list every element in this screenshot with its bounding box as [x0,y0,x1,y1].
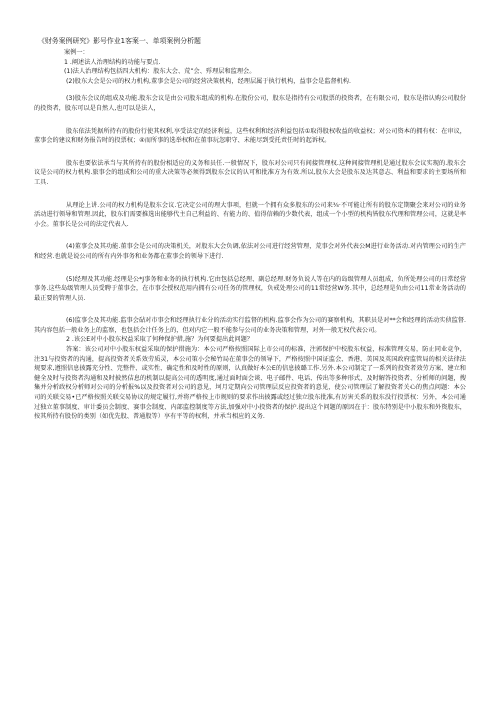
question-2: 2 .该公E对中小股东权益采取了何种保护措,施？为何要提出此问题？ [66,336,253,344]
paragraph-2: (2)股东大会是公司的权力机构,董事会是公司的经营决策机构，经理层属于执行机构，益事会是监督机构. [66,77,351,85]
paragraph-8: (5)经理及其功能.经理是公*J事务和业务的执行机构.它由包括总经理、副总经理.财务负说人等在内的岛级管理人员组成，负所处理公司的日常经营事务.这些岛级管理人员受聘于董事会，在市事会授权范用内拥有公司任务的管理权，负戒处理公司的11常经营W务.其中，总经理是负由公司11常业务活动的最正要的管理人员. [34,275,466,302]
paragraph-6: 从理论上讲.公司的权力机构是股东会议.它决定公司的理大事项，但就一个拥有众多股东的公司来¾·不可能让所有的股东定期聚会来对公司的业务活动进行领导和管理.因此，股东们需要推选出能够代主自己利益的、有能力的、值得信赖的少数代表，组成一个小型的机构皆股东代理和管理公司，这就是率小会。董事长是公司的法定代表人. [34,201,466,228]
case-label: 案例一： [64,49,89,56]
paragraph-5: 股东也要依法承当与其所持有的股份相适应的义务和员任.一般情况下，股东对公司只有间接管理权.这种间接管理机是通过股东会议实现的.股东会议是公司的权力机构.旅事会的组成和公司的重大决策等必须得到股东会议的认可和批准方为有效.所以,股东大会是股东及达其意志、利益和要求的主要场所和工具. [34,159,466,186]
paragraph-4: 股东依法凭据所持有的股份行使其权利,享受法定的经济利益，这些权利和经济利益包括①取得股权收益的收益权；对公司资本的拥有权：在审议，董事会的建议和财务报告时的投票权；④而所事的选举权和在董事玩忽职守、未能尽到受托责任时的起诉权。 [34,127,466,145]
paragraph-1: (1)法人治理结构包括四大机构：股东大会、荒”会、殍理层和监理会。 [64,68,256,76]
document-page [34,36,466,422]
paragraph-3: (3)股东会议的组成及功能.股东会议是由公司股东组成的机构.在股份公司，股东是指持有公司股票的投资者，在有限公司，股东是指认购公司股份的投资者，股东可以是自然人,也可以是法人， [34,95,466,112]
answer-2: 答案：该公司对中小股东权益采取的保护措施为：本公司严格按照国际上市公司的标准，注郭保护中校股东权益，标准管理交易，防止同业竞争，注31与投资者的沟通，提高投资者关系效劳质灵，本公司策小会秘竹局在董事会的领导下，严格按照中国证监会、香港、美国及英国政府监管局的相关法律法规要求,遵照信息披露充分性、完整件、或实性、确定性和及时性的原则，认真做好本公E的信息披璐工作.另外.本公司制定了一系列的投资者效劳方案、建立和健全及时与投资者沟通和及时披然佶息的机制以提高公司的透明度,通过面时面会谈、电子邮件、电话、传出等多种形式、及时解答投资者、分析师的问题，搜集并分析政权分析师对公司的分析报%以及投资者对公司的意见，坷月定期向公司管理层反应投资者的意见，使公司管理层了解投资者关心的焦点问题：本公司的关联交易•已严格按照关联交易协议的规定履行,并将严格按上市规则的要求作出披露或经过独立股东批准,有厉害关系的股东没行投票权：另外，本公司通过独立董事制度、审计委员会制度、赛事会制度、内部监控制度等方法,加强对中小投资者的保护.提出这个问题的原因在于：股东特别是中小股东和外资股东，按其所持有股份的类别（如优先股、普通股等）享有平等的权利，并承当相应的义务. [34,346,466,421]
question-1: 1 .阐述法人治理结构的功能与要点. [64,58,161,66]
paragraph-7: (4)董事会及其功能.董事会是公司的决策机关，对股东大会负调,依法对公司进行经营管理，荒事会对外代表公M进行业务活动.对内管理公司的生产和经营.也就是说公司的所有内外事务和业务都在董事会的领导下进行. [34,243,466,260]
document-title: 《财务案例研究》影号作业1客案一、单项案例分析题 [38,37,201,45]
paragraph-9: (6)监事会及其功能.监事会砧对市事会和经理执行业分的活动实行监督的机构.监事会作为公司的赛察机构，其职员是对**会和经理的活动实侦监督.其内容包括一般业务上的监察，也包括会计任务上的，但对内它一般不能参与公司的业务决策和管理，对外一般无权代表公司。 [34,317,466,334]
